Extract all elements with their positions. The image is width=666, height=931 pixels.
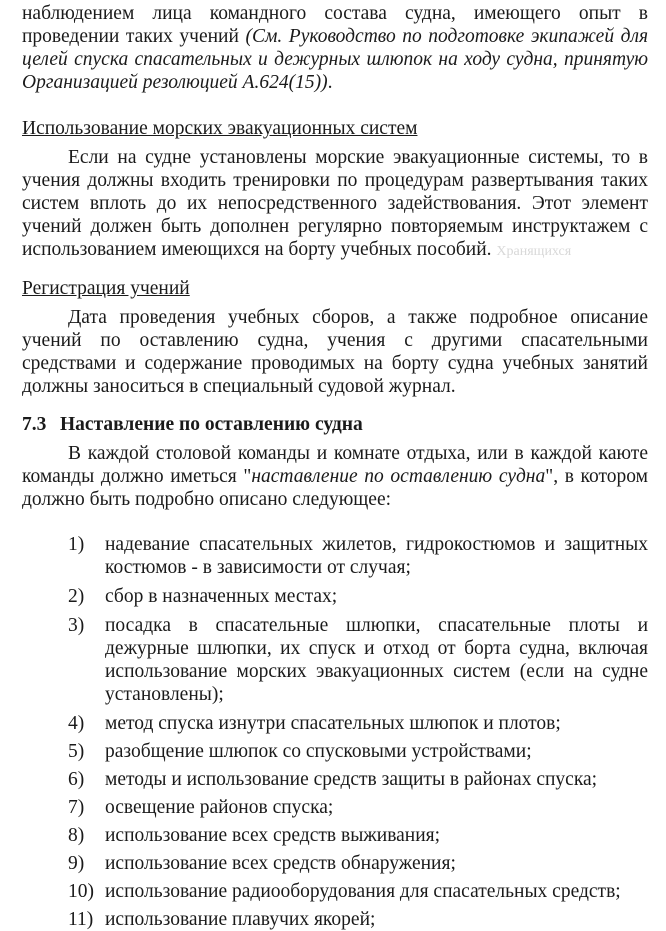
list-item-number: 2) — [68, 586, 85, 607]
list-item-text: использование радиооборудования для спасательных средств; — [105, 881, 621, 902]
list-item-number: 10) — [68, 881, 94, 902]
list-item — [22, 533, 648, 579]
instruction-list — [22, 533, 648, 931]
list-item-text: освещение районов спуска; — [105, 797, 334, 818]
list-item — [22, 740, 648, 763]
list-item-number: 9) — [68, 853, 85, 874]
section-intro-before: В каждой столовой команды и комнате отдыха, или в каждой каюте команды должно иметься " — [22, 443, 648, 487]
list-item-number: 7) — [68, 797, 85, 818]
list-item-text: разобщение шлюпок со спусковыми устройствами; — [105, 741, 532, 762]
list-item-text: использование всех средств выживания; — [105, 825, 441, 846]
mes-text: Если на судне установлены морские эвакуационные системы, то в учения должны входить тренировки по процедурам развертывания таких систем вплоть до их непосредственного задействования. Этот элемент учений должен быть дополнен регулярно повторяемым инструктажем с использованием имеющихся на борту учебных пособий. — [22, 147, 648, 260]
intro-paragraph — [22, 2, 648, 94]
list-item — [22, 585, 648, 608]
list-item — [22, 908, 648, 931]
list-item — [22, 712, 648, 735]
intro-plain-text: наблюдением лица командного состава судна, имеющего опыт в проведении таких учений — [22, 3, 648, 47]
list-item-text: надевание спасательных жилетов, гидрокостюмов и защитных костюмов - в зависимости от случая; — [105, 534, 648, 578]
mes-heading: Использование морских эвакуационных систем — [22, 118, 418, 139]
list-item — [22, 824, 648, 847]
list-item-number: 1) — [68, 534, 85, 555]
list-item — [22, 768, 648, 791]
list-item-text: использование всех средств обнаружения; — [105, 853, 456, 874]
mes-paragraph — [22, 146, 648, 263]
list-item-text: методы и использование средств защиты в районах спуска; — [105, 769, 598, 790]
list-item-text: использование плавучих якорей; — [105, 909, 376, 930]
list-item-number: 5) — [68, 741, 85, 762]
section-heading — [22, 413, 363, 436]
section-intro-paragraph — [22, 442, 648, 511]
section-intro-italic: наставление по оставлению судна — [251, 466, 546, 487]
list-item-number: 3) — [68, 615, 85, 636]
list-item — [22, 614, 648, 706]
intro-end: . — [327, 72, 333, 93]
list-item-number: 6) — [68, 769, 85, 790]
list-item — [22, 880, 648, 903]
section-title: Наставление по оставлению судна — [60, 414, 363, 435]
list-item-text: посадка в спасательные шлюпки, спасательные плоты и дежурные шлюпки, их спуск и отход от борта судна, включая использование морских эвакуационных систем (если на судне установлены); — [105, 615, 648, 705]
list-item — [22, 852, 648, 875]
list-item-text: метод спуска изнутри спасательных шлюпок и плотов; — [105, 713, 561, 734]
registration-heading: Регистрация учений — [22, 278, 190, 299]
section-number: 7.3 — [22, 414, 47, 435]
list-item-number: 8) — [68, 825, 85, 846]
intro-italic-reference: (См. Руководство по подготовке экипажей для целей спуска спасательных и дежурных шлюпок на ходу судна, принятую Организацией резолюцией А.624(15)) — [22, 26, 649, 93]
list-item-text: сбор в назначенных местах; — [105, 586, 338, 607]
registration-paragraph: Дата проведения учебных сборов, а также подробное описание учений по оставлению судна, учения с другими спасательными средствами и содержание проводимых на борту судна учебных занятий должны заноситься в специальный судовой журнал. — [22, 307, 648, 397]
list-item-number: 4) — [68, 713, 85, 734]
list-item — [22, 796, 648, 819]
list-item-number: 11) — [68, 909, 94, 930]
mes-faded-word: Хранящихся — [496, 244, 572, 259]
section-intro-after: ", в котором должно быть подробно описано следующее: — [22, 466, 649, 510]
